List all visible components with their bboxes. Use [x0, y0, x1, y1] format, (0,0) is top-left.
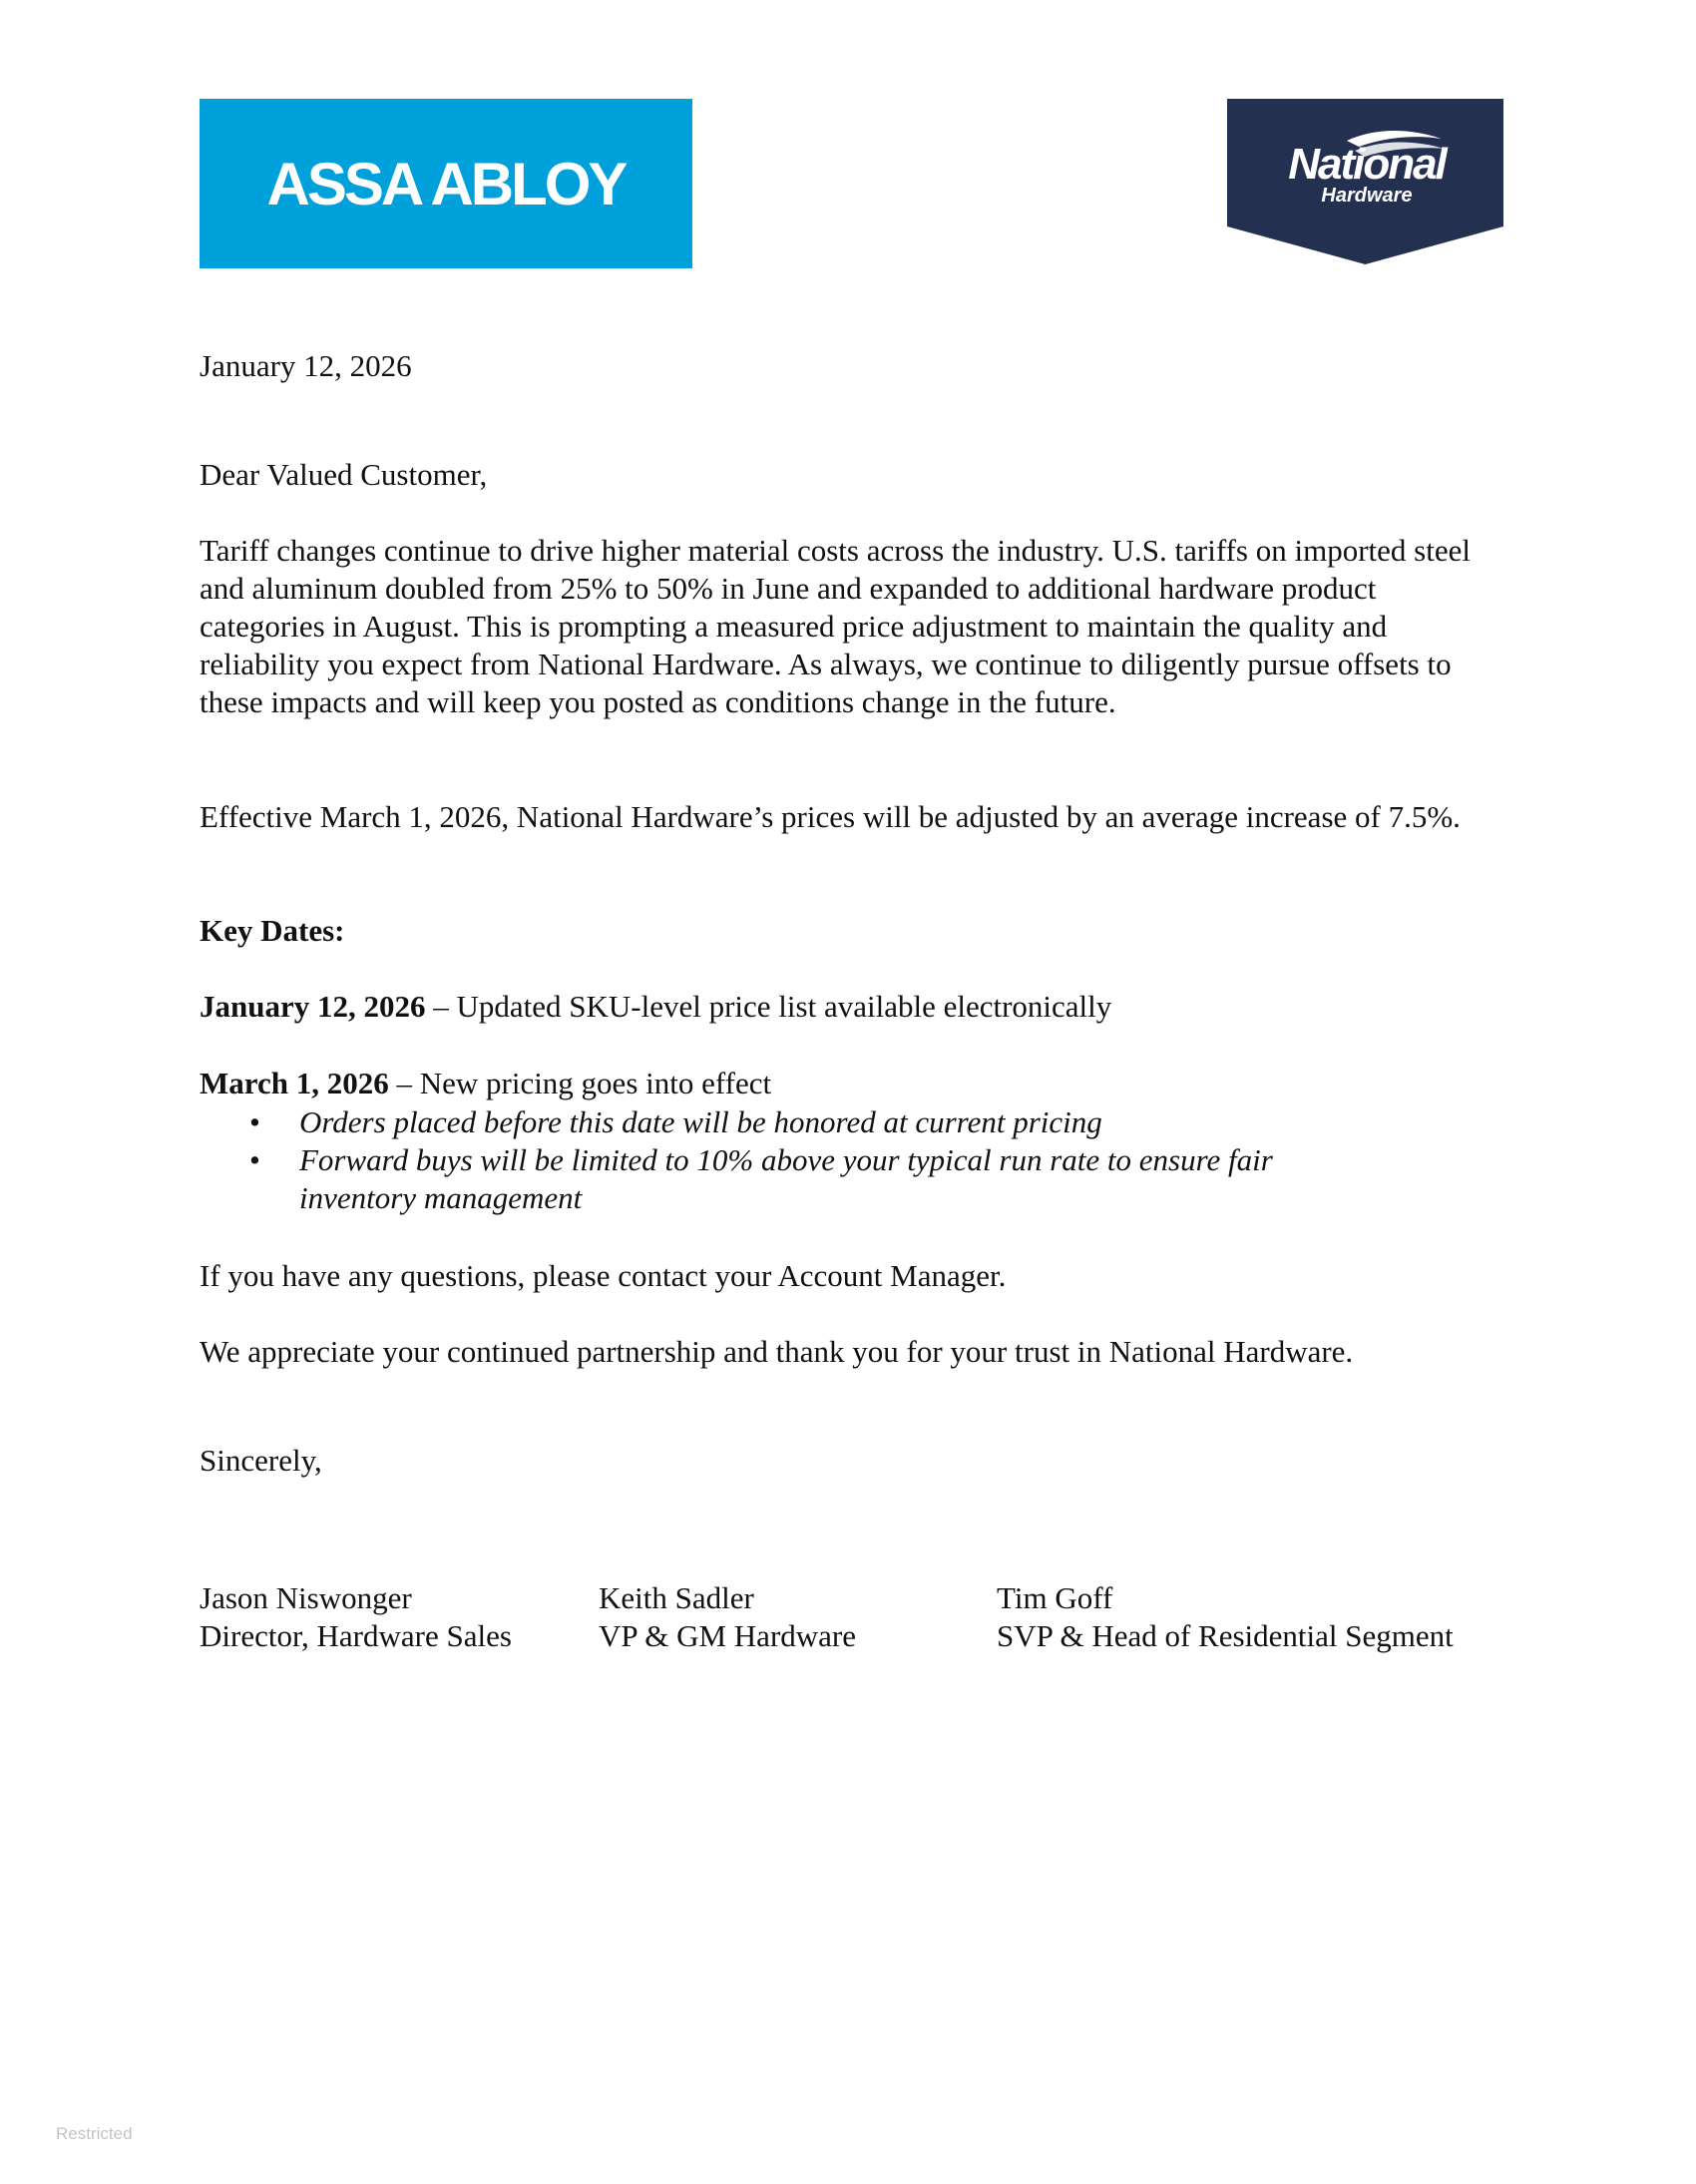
price-increase-paragraph: Effective March 1, 2026, National Hardware’s prices will be adjusted by an average increase of 7.5%. [200, 799, 1461, 834]
signatory-title: VP & GM Hardware [599, 1618, 856, 1653]
signatory [200, 1579, 512, 1655]
classification-label: Restricted [56, 2124, 133, 2143]
key-date-item [200, 1065, 1496, 1102]
key-dates-heading: Key Dates: [200, 913, 345, 948]
bullet-icon: • [249, 1142, 260, 1177]
assa-abloy-logo-text: ASSA ABLOY [266, 150, 626, 218]
list-item [200, 1103, 1496, 1141]
list-item [200, 1141, 1496, 1217]
closing: Sincerely, [200, 1443, 322, 1478]
bullet-icon: • [249, 1104, 260, 1139]
signatory-name: Tim Goff [997, 1580, 1113, 1615]
signatory [997, 1579, 1454, 1655]
letter-date: January 12, 2026 [200, 348, 412, 383]
salutation: Dear Valued Customer, [200, 457, 488, 492]
national-hardware-logo-word1: National [1288, 140, 1446, 189]
national-hardware-logo [1227, 99, 1503, 264]
key-date-text: – New pricing goes into effect [388, 1066, 772, 1100]
signatory [599, 1579, 856, 1655]
appreciation-paragraph: We appreciate your continued partnership and thank you for your trust in National Hardware. [200, 1334, 1354, 1369]
tariff-paragraph: Tariff changes continue to drive higher material costs across the industry. U.S. tariffs on imported steel and aluminum doubled from 25% to 50% in June and expanded to additional hardware product categories in August. This is prompting a measured price adjustment to maintain the quality and reliability you expect from National Hardware. As always, we continue to diligently pursue offsets to these impacts and will keep you posted as conditions change in the future. [200, 533, 1471, 719]
bullet-text: Forward buys will be limited to 10% above your typical run rate to ensure fair inventory management [299, 1142, 1273, 1215]
key-date-item [200, 988, 1496, 1026]
national-hardware-logo-word2: Hardware [1321, 185, 1413, 207]
signatory-title: SVP & Head of Residential Segment [997, 1618, 1454, 1653]
signatory-title: Director, Hardware Sales [200, 1618, 512, 1653]
questions-paragraph: If you have any questions, please contact your Account Manager. [200, 1258, 1007, 1293]
key-date-text: – Updated SKU-level price list available electronically [425, 989, 1112, 1024]
national-hardware-logo-graphic [1227, 99, 1503, 264]
signatory-name: Jason Niswonger [200, 1580, 412, 1615]
key-date-date: January 12, 2026 [200, 989, 426, 1024]
pricing-notes-list [200, 1103, 1496, 1217]
signatory-name: Keith Sadler [599, 1580, 754, 1615]
assa-abloy-logo [200, 99, 692, 268]
bullet-text: Orders placed before this date will be honored at current pricing [299, 1104, 1102, 1139]
key-date-date: March 1, 2026 [200, 1066, 389, 1100]
